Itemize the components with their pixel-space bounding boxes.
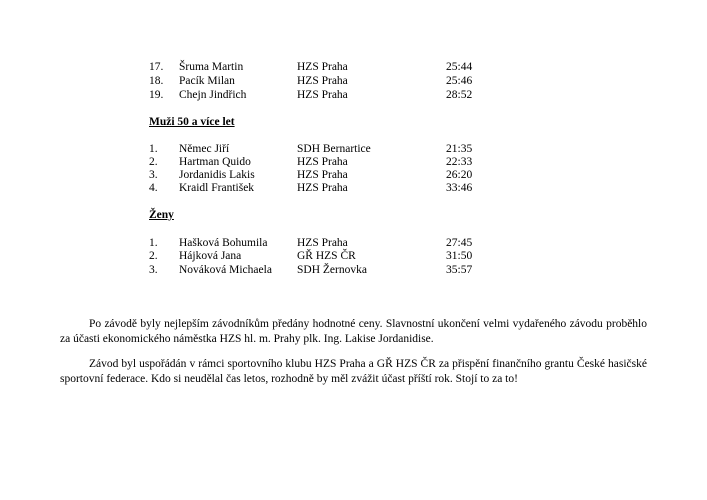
result-rank: 2.: [149, 156, 158, 168]
result-name: Kraidl František: [179, 182, 255, 194]
result-name: Šruma Martin: [179, 61, 244, 73]
result-name: Hartman Quido: [179, 156, 251, 168]
result-name: Chejn Jindřich: [179, 89, 247, 101]
result-time: 25:46: [446, 75, 473, 87]
result-name: Hašková Bohumila: [179, 237, 268, 249]
closing-paragraph: [60, 317, 647, 347]
result-time: 22:33: [446, 156, 473, 168]
result-rank: 3.: [149, 264, 158, 276]
result-rank: 1.: [149, 237, 158, 249]
result-rank: 3.: [149, 169, 158, 181]
result-club: GŘ HZS ČR: [297, 250, 356, 262]
result-rank: 19.: [149, 89, 164, 101]
result-rank: 1.: [149, 143, 158, 155]
section-heading-women: Ženy: [149, 209, 174, 221]
section-heading-men50: Muži 50 a více let: [149, 116, 235, 128]
result-time: 21:35: [446, 143, 473, 155]
result-rank: 17.: [149, 61, 164, 73]
result-name: Hájková Jana: [179, 250, 242, 262]
result-club: HZS Praha: [297, 169, 348, 181]
result-club: HZS Praha: [297, 61, 348, 73]
result-club: SDH Bernartice: [297, 143, 371, 155]
result-name: Jordanidis Lakis: [179, 169, 255, 181]
result-name: Pacík Milan: [179, 75, 235, 87]
result-club: HZS Praha: [297, 75, 348, 87]
result-time: 28:52: [446, 89, 473, 101]
result-club: SDH Žernovka: [297, 264, 367, 276]
result-name: Němec Jiří: [179, 143, 230, 155]
result-time: 33:46: [446, 182, 473, 194]
result-time: 35:57: [446, 264, 473, 276]
result-rank: 18.: [149, 75, 164, 87]
result-name: Nováková Michaela: [179, 264, 272, 276]
result-club: HZS Praha: [297, 182, 348, 194]
result-time: 26:20: [446, 169, 473, 181]
result-club: HZS Praha: [297, 89, 348, 101]
closing-paragraph: [60, 357, 647, 387]
result-club: HZS Praha: [297, 156, 348, 168]
paragraph-text: Závod byl uspořádán v rámci sportovního klubu HZS Praha a GŘ HZS ČR za přispění finančního grantu České hasičské sportovní federace. Kdo si neudělal čas letos, rozhodně by měl zvážit účast příští rok. Stojí to za to!: [60, 358, 647, 385]
paragraph-text: Po závodě byly nejlepším závodníkům předány hodnotné ceny. Slavnostní ukončení velmi vydařeného závodu proběhlo za účasti ekonomického náměstka HZS hl. m. Prahy plk. Ing. Lakise Jordanidise.: [60, 318, 647, 345]
result-time: 25:44: [446, 61, 473, 73]
result-time: 27:45: [446, 237, 473, 249]
result-rank: 2.: [149, 250, 158, 262]
result-time: 31:50: [446, 250, 473, 262]
result-club: HZS Praha: [297, 237, 348, 249]
result-rank: 4.: [149, 182, 158, 194]
